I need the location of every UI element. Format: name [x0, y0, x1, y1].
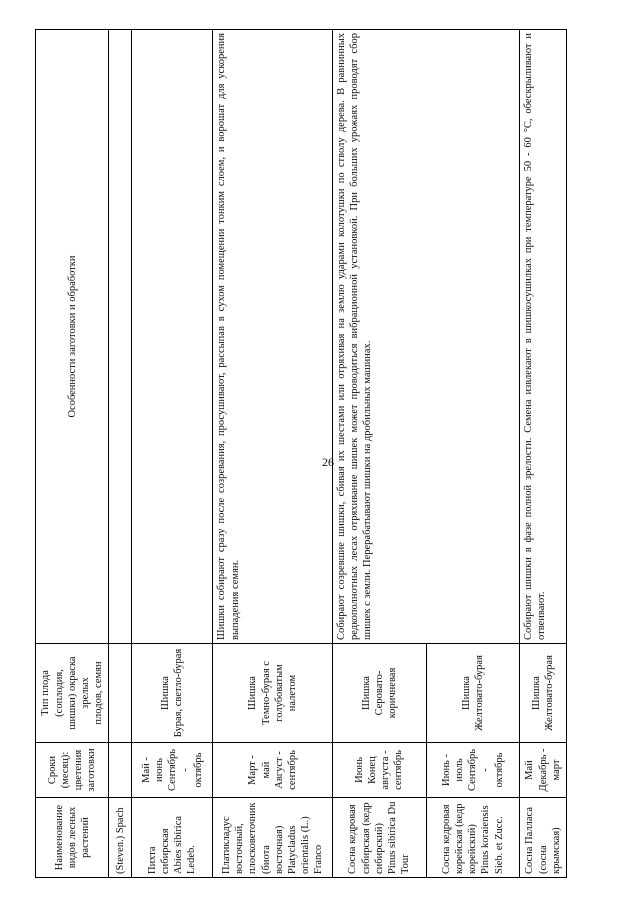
table-row — [333, 30, 427, 878]
cell-notes: Шишки собирают сразу после созревания, просушивают, рассыпав в сухом помещении тонким слоем, и ворошат для ускорения выпадения семян. — [213, 30, 333, 644]
table-row — [109, 30, 132, 878]
header-terms: Сроки (месяц): цветения заготовки — [36, 743, 109, 798]
cell-fruit: Шишка Серовато-коричневая — [333, 644, 427, 743]
cell-name: Пихта сибирская Abies sibirica Ledeb. — [132, 798, 213, 878]
cell-terms: Июнь - июль Сентябрь - октябрь — [426, 743, 520, 798]
cell-fruit: Шишка Желтовато-бурая — [426, 644, 520, 743]
header-fruit: Тип плода (соплодия, шишки) окраска зрелых плодов, семян — [36, 644, 109, 743]
page-number: 26 — [322, 455, 334, 469]
cell-fruit: Шишка Желтовато-бурая — [520, 644, 567, 743]
cell-terms: Июнь Конец августа - сентябрь — [333, 743, 427, 798]
cell-terms: Март - май Август - сентябрь — [213, 743, 333, 798]
cell-notes — [132, 30, 213, 644]
cell-terms: Май - июнь Сентябрь - октябрь — [132, 743, 213, 798]
cell-fruit: Шишка Бурая, светло-бурая — [132, 644, 213, 743]
cell-fruit: Шишка Темно-бурая с голубоватым налетом — [213, 644, 333, 743]
table-header-row — [36, 30, 109, 878]
header-notes: Особенности заготовки и обработки — [36, 30, 109, 644]
cell-name: (Steven.) Spach — [109, 798, 132, 878]
cell-name: Сосна кедровая корейская (кедр корейский) Pinus koraiensis Sieb. et Zucc. — [426, 798, 520, 878]
table-row — [132, 30, 213, 878]
rotated-table-container — [35, 30, 567, 878]
cell-notes: Собирают созревшие шишки, сбивая их шестами или отряхивая на землю ударами колотушки по стволу дерева. В равнинных редкополнотных лесах отряхивание шишек может проводиться вибрационной установкой. При больших урожаях проводят сбор шишек с земли. Перерабатывают шишки на дробильных машинах. — [333, 30, 520, 644]
cell-notes — [109, 30, 132, 644]
cell-terms — [109, 743, 132, 798]
species-table — [35, 29, 567, 878]
cell-terms: Май Декабрь - март — [520, 743, 567, 798]
cell-name: Сосна кедровая сибирская (кедр сибирский) Pinus sibirica Du Tour — [333, 798, 427, 878]
table-row — [520, 30, 567, 878]
cell-name: Платикладус восточный, плосковеточник (биота восточная) Platycladus orientalis (L.) Franco — [213, 798, 333, 878]
cell-notes: Собирают шишки в фазе полной зрелости. Семена извлекают в шишкосушилках при температуре 50 - 60 °С, обескрыливают и отвеивают. — [520, 30, 567, 644]
cell-name: Сосна Палласа (сосна крымская) — [520, 798, 567, 878]
header-name: Наименование видов лесных растений — [36, 798, 109, 878]
table-row — [213, 30, 333, 878]
cell-fruit — [109, 644, 132, 743]
